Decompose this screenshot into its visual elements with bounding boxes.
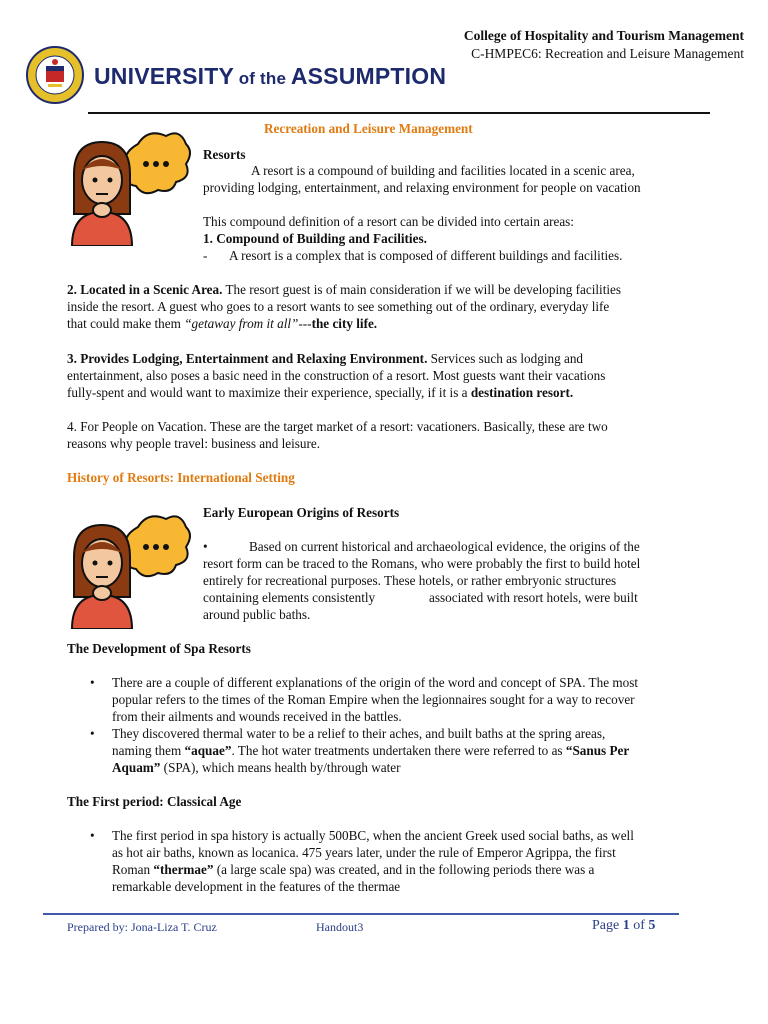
spa-bullet-2: •	[90, 726, 95, 741]
university-seal-icon	[26, 38, 84, 112]
course-code: C-HMPEC6: Recreation and Leisure Management	[471, 46, 744, 61]
footer-divider	[43, 913, 679, 915]
item3-text1: Services such as lodging and	[427, 351, 584, 366]
origins-line3: entirely for recreational purposes. These hotels, or rather embryonic structures	[203, 573, 617, 588]
origins-line1: Based on current historical and archaeological evidence, the origins of the	[249, 539, 640, 554]
resort-def-line1: A resort is a compound of building and facilities located in a scenic area,	[251, 163, 635, 178]
resorts-heading: Resorts	[203, 147, 246, 162]
item2-line3-bold: the city life.	[311, 316, 378, 331]
divided-intro: This compound definition of a resort can be divided into certain areas:	[203, 214, 574, 229]
item2-line3-dashes: ---	[298, 316, 312, 331]
item4-line1: 4. For People on Vacation. These are the target market of a resort: vacationers. Basically, these are two	[67, 419, 608, 434]
item3-heading: 3. Provides Lodging, Entertainment and Relaxing Environment.	[67, 351, 428, 366]
spa-sanus-per: “Sanus Per	[565, 743, 630, 758]
first-period-line1: The first period in spa history is actually 500BC, when the ancient Greek used social baths, as well	[112, 828, 634, 843]
history-title: History of Resorts: International Setting	[67, 470, 295, 485]
item3-line3	[67, 384, 573, 401]
item2-text1: The resort guest is of main consideration if we will be developing facilities	[222, 282, 622, 297]
section-title: Recreation and Leisure Management	[264, 121, 473, 136]
spa-b2-line2-a: naming them	[112, 743, 185, 758]
page-indicator	[592, 918, 655, 934]
thermae-term: “thermae”	[153, 862, 214, 877]
page-of: of	[629, 918, 649, 933]
item3-line3-bold: destination resort.	[470, 385, 574, 400]
item4-line2: reasons why people travel: business and leisure.	[67, 436, 321, 451]
first-period-line4: remarkable development in the features of the thermae	[112, 879, 401, 894]
footer-prepared-by: Prepared by: Jona-Liza T. Cruz	[67, 920, 217, 934]
page-word: Page	[592, 918, 623, 933]
item3-line3-a: fully-spent and would want to maximize their experience, specially, if it is a	[67, 385, 471, 400]
item2-line3-italic: “getaway from it all”	[184, 316, 299, 331]
first-period-line3-c: (a large scale spa) was created, and in the following periods there was a	[213, 862, 595, 877]
spa-bullet-1: •	[90, 675, 95, 690]
origins-bullet: •	[203, 539, 208, 554]
wordmark-part3: ASSUMPTION	[290, 63, 447, 89]
origins-line4b: associated with resort hotels, were built	[429, 590, 638, 605]
item3-line2: entertainment, also poses a basic need in the construction of a resort. Most guests want their vacations	[67, 368, 606, 383]
wordmark-part2: of the	[238, 69, 287, 88]
spa-aquae: “aquae”	[184, 743, 232, 758]
item1-heading: 1. Compound of Building and Facilities.	[203, 231, 427, 246]
origins-heading: Early European Origins of Resorts	[203, 505, 400, 520]
first-period-bullet: •	[90, 828, 95, 843]
item1-text: A resort is a complex that is composed of different buildings and facilities.	[229, 248, 623, 263]
spa-b2-line3-b: (SPA), which means health by/through water	[160, 760, 401, 775]
first-period-line3-a: Roman	[112, 862, 154, 877]
header-divider	[88, 112, 710, 114]
spa-aquam: Aquam”	[112, 760, 161, 775]
item2-line3-a: that could make them	[67, 316, 185, 331]
thinking-girl-icon	[68, 507, 192, 629]
origins-line5: around public baths.	[203, 607, 311, 622]
university-wordmark	[94, 63, 446, 90]
spa-b2-line2-c: . The hot water treatments undertaken there were referred to as	[231, 743, 566, 758]
spa-b2-line2	[112, 742, 742, 759]
item2-line1	[67, 281, 707, 298]
item2-heading: 2. Located in a Scenic Area.	[67, 282, 223, 297]
footer-handout: Handout3	[316, 920, 364, 934]
wordmark-part1: UNIVERSITY	[94, 63, 235, 89]
resort-def-line2: providing lodging, entertainment, and relaxing environment for people on vacation	[203, 180, 641, 195]
origins-line2: resort form can be traced to the Romans, who were probably the first to build hotel	[203, 556, 641, 571]
header-right	[464, 28, 744, 62]
thinking-girl-icon	[68, 124, 192, 246]
spa-b2-line1: They discovered thermal water to be a relief to their aches, and built baths at the spring areas,	[112, 726, 606, 741]
item1-dash: -	[203, 248, 208, 263]
page-current: 1	[622, 918, 630, 933]
first-period-line2: as hot air baths, known as locanica. 475 years later, under the rule of Emperor Agrippa, the first	[112, 845, 616, 860]
spa-heading: The Development of Spa Resorts	[67, 641, 251, 656]
spa-b1-line3: from their ailments and wounds received in the battles.	[112, 709, 402, 724]
first-period-line3	[112, 861, 732, 878]
item2-line2: inside the resort. A guest who goes to a resort wants to see something out of the ordinary, everyday life	[67, 299, 610, 314]
spa-b2-line3	[112, 759, 401, 776]
spa-b1-line2: popular refers to the times of the Roman Empire when the legionnaires sought for a way to recover	[112, 692, 635, 707]
first-period-heading: The First period: Classical Age	[67, 794, 242, 809]
item3-line1	[67, 350, 707, 367]
college-name: College of Hospitality and Tourism Management	[463, 28, 744, 43]
spa-b1-line1: There are a couple of different explanations of the origin of the word and concept of SPA. The most	[112, 675, 639, 690]
origins-line4a: containing elements consistently	[203, 590, 376, 605]
page-total: 5	[648, 918, 656, 933]
item2-line3	[67, 315, 377, 332]
